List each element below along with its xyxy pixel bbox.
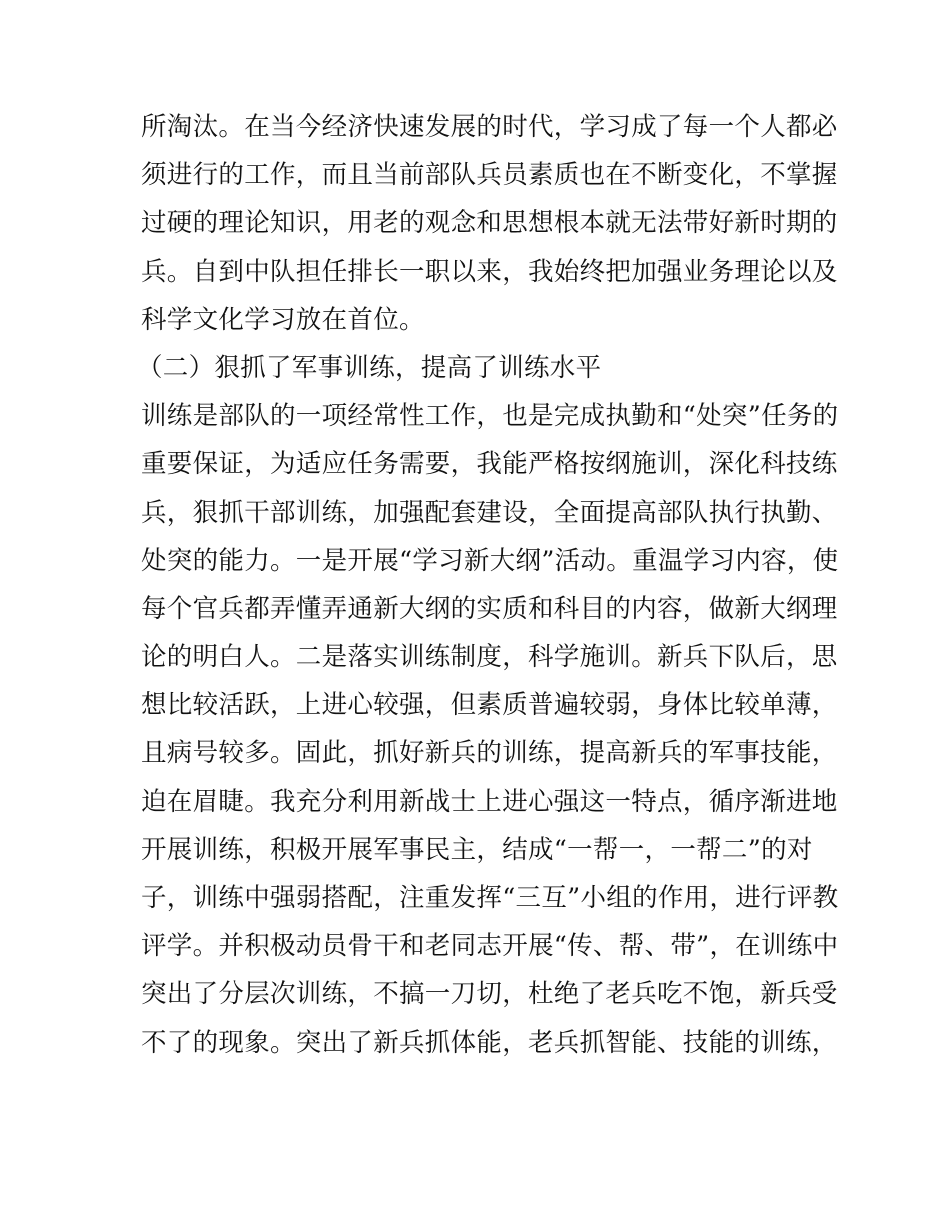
text-line: 重要保证，为适应任务需要，我能严格按纲施训，深化科技练 (141, 449, 838, 480)
text-line: 想比较活跃，上进心较强，但素质普遍较弱，身体比较单薄， (141, 690, 838, 721)
body-text (137, 103, 839, 1067)
text-line: 突出了分层次训练，不搞一刀切，杜绝了老兵吃不饱，新兵受 (141, 979, 838, 1010)
text-line: 论的明白人。二是落实训练制度，科学施训。新兵下队后，思 (141, 642, 838, 673)
text-line: 开展训练，积极开展军事民主，结成“一帮一，一帮二”的对 (141, 834, 813, 865)
text-line: 评学。并积极动员骨干和老同志开展“传、帮、带”，在训练中 (141, 931, 839, 962)
text-line: 兵。自到中队担任排长一职以来，我始终把加强业务理论以及 (141, 256, 838, 287)
text-line: 且病号较多。固此，抓好新兵的训练，提高新兵的军事技能， (141, 738, 838, 769)
text-line: 训练是部队的一项经常性工作，也是完成执勤和“处突”任务的 (141, 401, 839, 432)
text-line: 不了的现象。突出了新兵抓体能，老兵抓智能、技能的训练， (141, 1027, 838, 1058)
text-line: 过硬的理论知识，用老的观念和思想根本就无法带好新时期的 (141, 208, 838, 239)
text-line: 处突的能力。一是开展“学习新大纲”活动。重温学习内容，使 (141, 545, 839, 576)
text-line: 迫在眉睫。我充分利用新战士上进心强这一特点，循序渐进地 (141, 786, 838, 817)
text-line: 所淘汰。在当今经济快速发展的时代，学习成了每一个人都必 (141, 112, 838, 142)
section-heading: （二）狠抓了军事训练，提高了训练水平 (137, 352, 602, 383)
text-line: 须进行的工作，而且当前部队兵员素质也在不断变化，不掌握 (141, 160, 838, 191)
text-line: 子，训练中强弱搭配，注重发挥“三互”小组的作用，进行评教 (141, 883, 839, 913)
text-line: 科学文化学习放在首位。 (141, 304, 425, 335)
text-line: 兵，狠抓干部训练，加强配套建设，全面提高部队执行执勤、 (141, 497, 838, 528)
text-line: 每个官兵都弄懂弄通新大纲的实质和科目的内容，做新大纲理 (141, 593, 838, 624)
